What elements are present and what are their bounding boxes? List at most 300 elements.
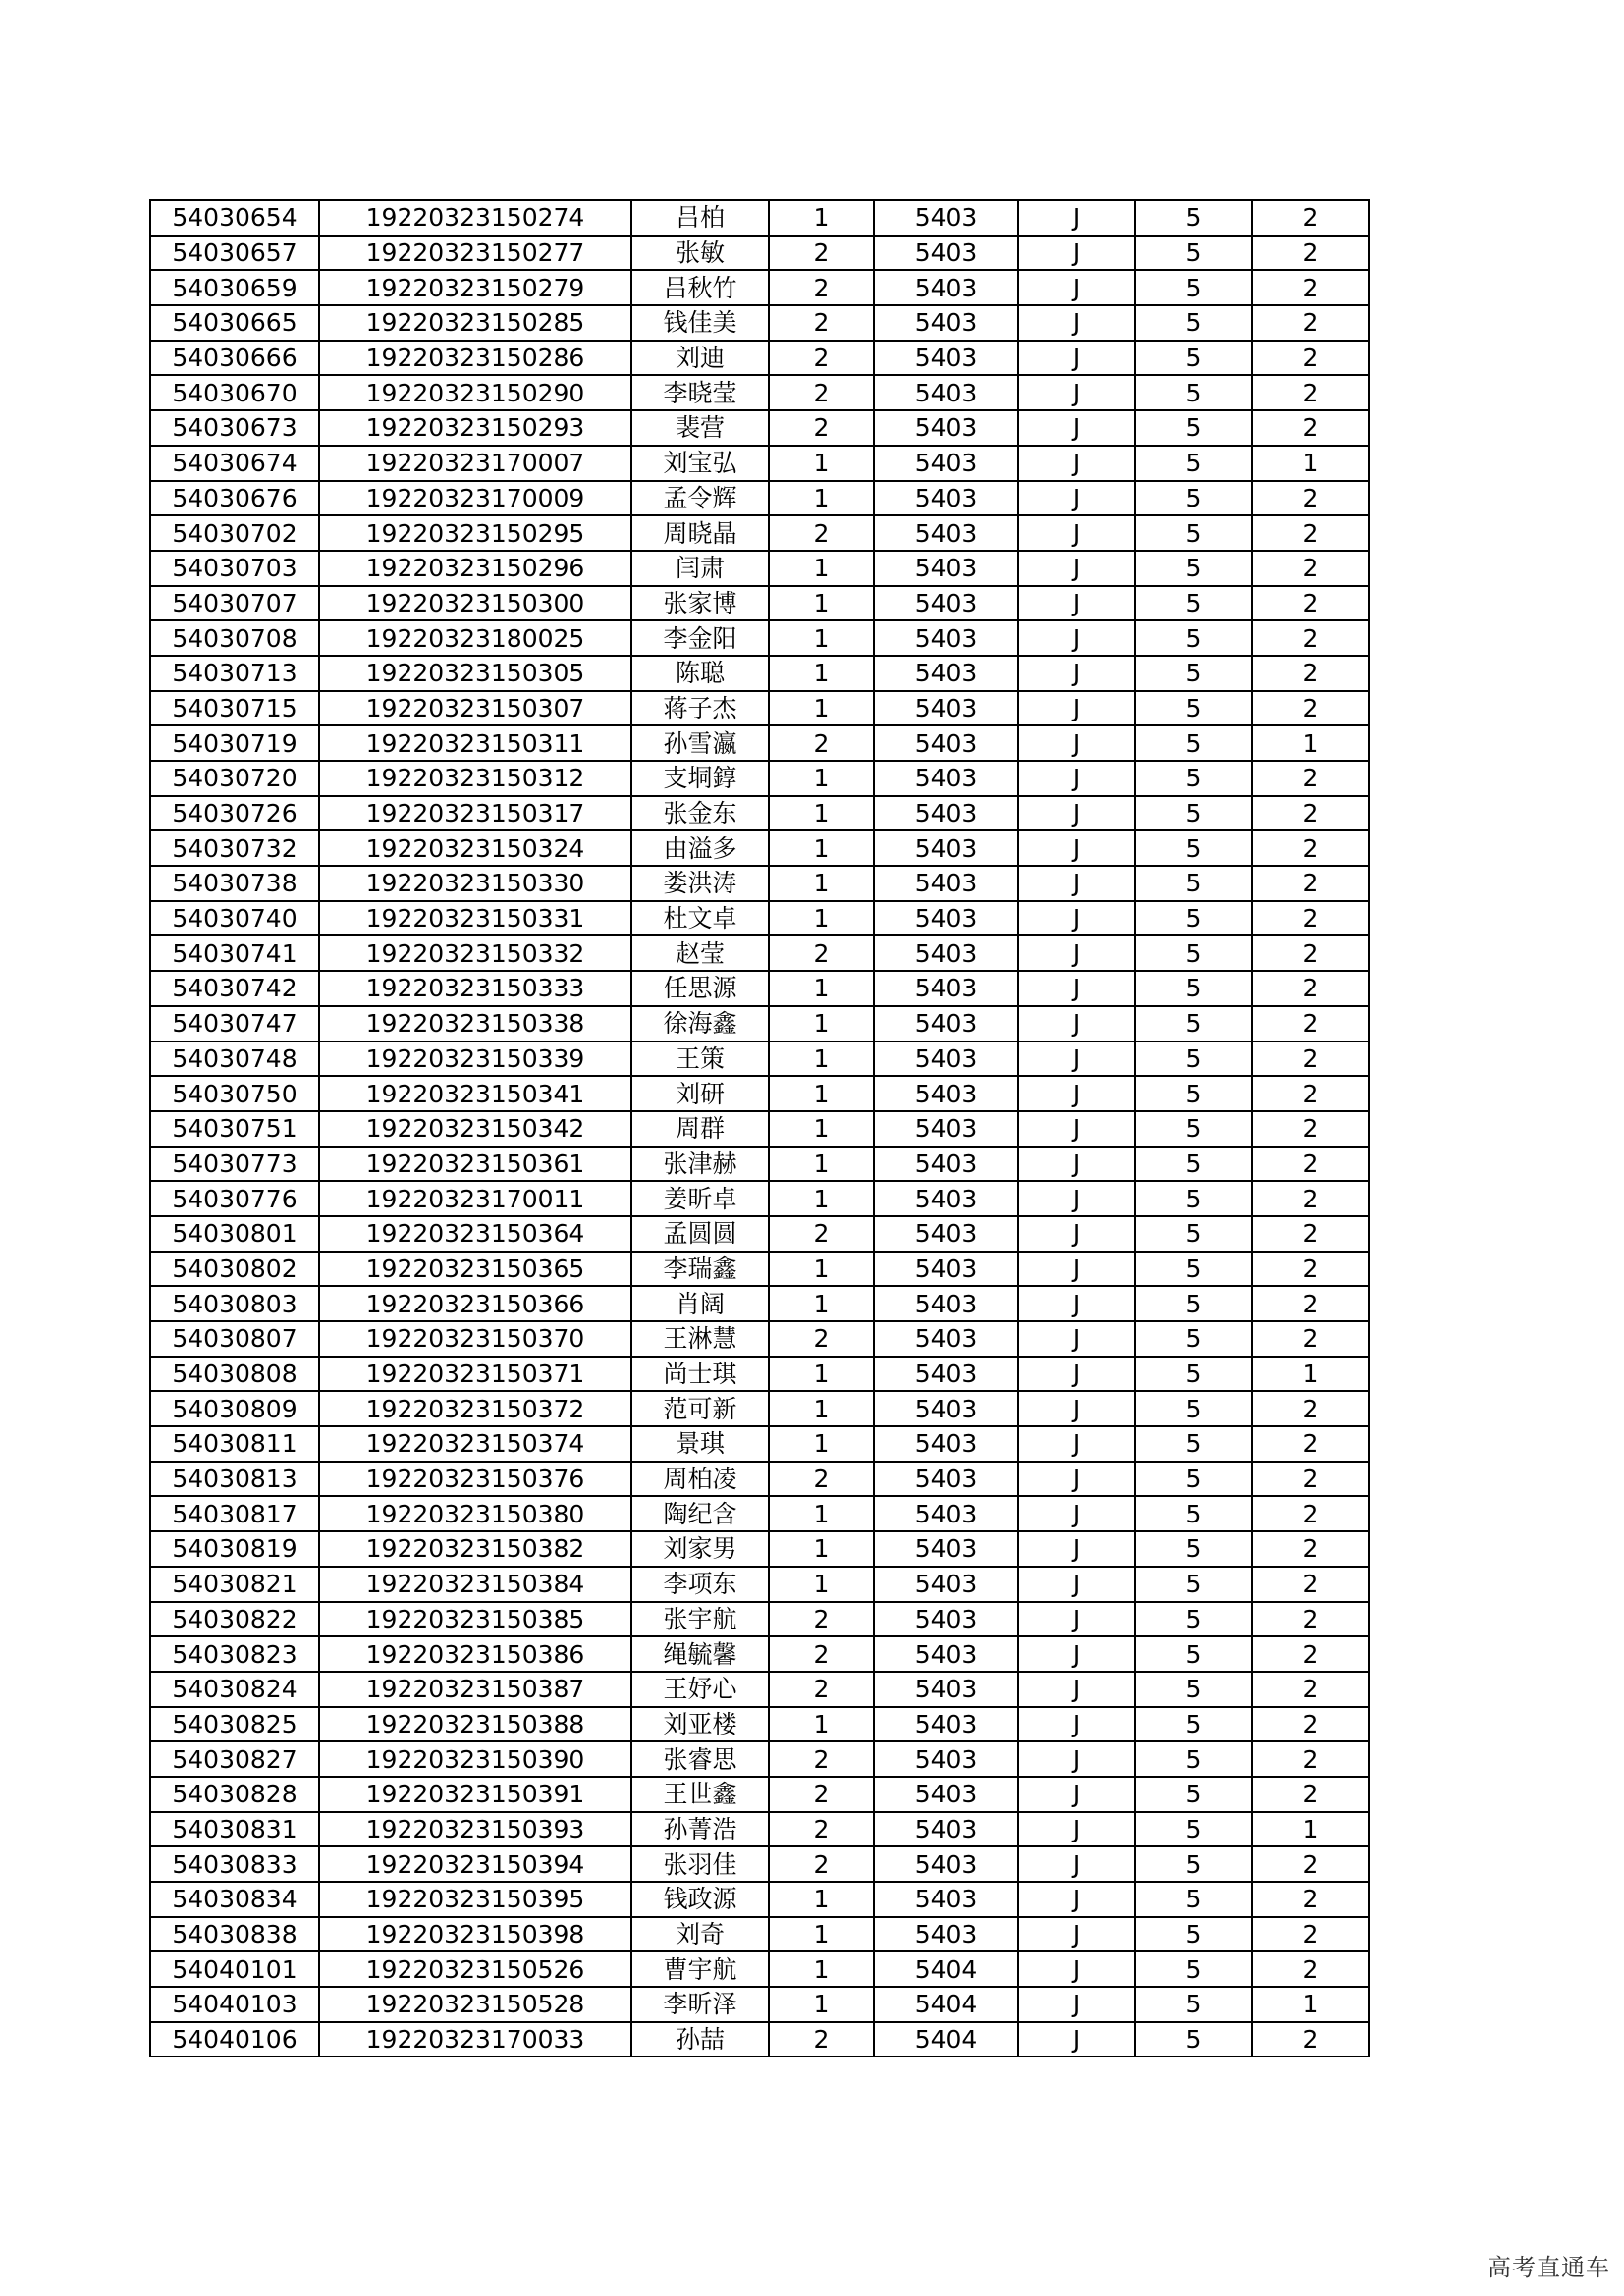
table-cell: 19220323150361: [319, 1147, 631, 1182]
table-cell: 2: [769, 515, 874, 551]
table-cell: 2: [769, 935, 874, 971]
table-cell: 19220323150395: [319, 1882, 631, 1917]
table-cell: 5403: [874, 1076, 1018, 1111]
table-cell: 5403: [874, 901, 1018, 936]
table-cell: 1: [769, 1882, 874, 1917]
table-cell: 曹宇航: [631, 1951, 769, 1987]
table-row: [150, 1636, 1369, 1672]
table-cell: 19220323170033: [319, 2022, 631, 2057]
table-cell: J: [1018, 1951, 1135, 1987]
table-cell: 54030659: [150, 270, 319, 305]
table-cell: 刘奇: [631, 1917, 769, 1952]
table-cell: 54030657: [150, 236, 319, 271]
table-cell: 1: [769, 1147, 874, 1182]
table-cell: 5: [1135, 1567, 1252, 1602]
table-cell: 19220323150342: [319, 1111, 631, 1147]
table-cell: 5403: [874, 1602, 1018, 1637]
table-row: [150, 1216, 1369, 1252]
table-cell: 54030776: [150, 1181, 319, 1216]
table-cell: 5: [1135, 1987, 1252, 2022]
table-cell: J: [1018, 830, 1135, 866]
table-cell: 19220323150330: [319, 866, 631, 901]
table-cell: 5: [1135, 551, 1252, 586]
table-cell: 5403: [874, 1426, 1018, 1462]
table-cell: 孙雪瀛: [631, 725, 769, 761]
table-cell: J: [1018, 725, 1135, 761]
table-row: [150, 410, 1369, 446]
table-row: [150, 1846, 1369, 1882]
table-cell: J: [1018, 691, 1135, 726]
table-cell: 孟令辉: [631, 481, 769, 516]
table-cell: 19220323150293: [319, 410, 631, 446]
table-cell: 2: [1252, 796, 1369, 831]
table-cell: 19220323150332: [319, 935, 631, 971]
table-cell: 张津赫: [631, 1147, 769, 1182]
table-row: [150, 796, 1369, 831]
table-cell: J: [1018, 1252, 1135, 1287]
table-cell: 54030811: [150, 1426, 319, 1462]
table-cell: 李瑞鑫: [631, 1252, 769, 1287]
table-cell: J: [1018, 1987, 1135, 2022]
table-cell: 2: [1252, 1531, 1369, 1567]
table-cell: 54030676: [150, 481, 319, 516]
table-cell: 19220323150296: [319, 551, 631, 586]
table-cell: 5403: [874, 725, 1018, 761]
table-cell: 王淋慧: [631, 1321, 769, 1357]
table-cell: 2: [1252, 1426, 1369, 1462]
table-cell: J: [1018, 1812, 1135, 1847]
table-cell: 2: [769, 305, 874, 341]
table-cell: 张敏: [631, 236, 769, 271]
table-row: [150, 971, 1369, 1006]
table-cell: 钱政源: [631, 1882, 769, 1917]
table-cell: 54030838: [150, 1917, 319, 1952]
table-cell: 2: [1252, 830, 1369, 866]
table-cell: 娄洪涛: [631, 866, 769, 901]
table-cell: 5: [1135, 1426, 1252, 1462]
table-cell: 范可新: [631, 1391, 769, 1426]
table-row: [150, 1917, 1369, 1952]
table-cell: 1: [769, 1286, 874, 1321]
table-cell: 5: [1135, 1006, 1252, 1041]
table-cell: 19220323150333: [319, 971, 631, 1006]
table-cell: 5403: [874, 551, 1018, 586]
table-body: [150, 200, 1369, 2056]
table-cell: 李昕泽: [631, 1987, 769, 2022]
table-cell: 19220323150526: [319, 1951, 631, 1987]
table-cell: 5: [1135, 866, 1252, 901]
table-cell: 54030726: [150, 796, 319, 831]
table-row: [150, 1111, 1369, 1147]
table-cell: 19220323150387: [319, 1672, 631, 1707]
table-cell: 5: [1135, 1147, 1252, 1182]
table-cell: 2: [769, 1846, 874, 1882]
table-cell: 2: [1252, 1707, 1369, 1742]
table-cell: 2: [769, 2022, 874, 2057]
table-cell: 2: [1252, 341, 1369, 376]
table-cell: 5403: [874, 1216, 1018, 1252]
table-cell: 5403: [874, 1917, 1018, 1952]
table-cell: 19220323150385: [319, 1602, 631, 1637]
table-cell: 5403: [874, 691, 1018, 726]
table-cell: 54030747: [150, 1006, 319, 1041]
table-cell: J: [1018, 1462, 1135, 1497]
table-cell: 54040101: [150, 1951, 319, 1987]
table-cell: 19220323150380: [319, 1496, 631, 1531]
table-row: [150, 1951, 1369, 1987]
table-cell: 54030713: [150, 656, 319, 691]
table-cell: 54030801: [150, 1216, 319, 1252]
table-row: [150, 1426, 1369, 1462]
table-cell: J: [1018, 1321, 1135, 1357]
table-cell: 2: [1252, 761, 1369, 796]
table-cell: 1: [769, 481, 874, 516]
table-cell: 5403: [874, 796, 1018, 831]
table-cell: 5403: [874, 1777, 1018, 1812]
table-row: [150, 1147, 1369, 1182]
table-cell: J: [1018, 375, 1135, 410]
table-row: [150, 656, 1369, 691]
table-cell: 54030824: [150, 1672, 319, 1707]
table-cell: 2: [769, 1602, 874, 1637]
table-cell: 19220323150341: [319, 1076, 631, 1111]
table-cell: 吕秋竹: [631, 270, 769, 305]
table-cell: J: [1018, 971, 1135, 1006]
table-cell: 54040103: [150, 1987, 319, 2022]
table-row: [150, 446, 1369, 481]
table-cell: 1: [769, 1987, 874, 2022]
table-cell: 19220323150295: [319, 515, 631, 551]
table-row: [150, 1567, 1369, 1602]
data-table: [149, 199, 1370, 2057]
table-cell: 19220323150317: [319, 796, 631, 831]
table-cell: 5: [1135, 1462, 1252, 1497]
table-cell: 2: [769, 270, 874, 305]
table-cell: 5: [1135, 446, 1252, 481]
table-cell: 2: [1252, 691, 1369, 726]
table-cell: J: [1018, 1147, 1135, 1182]
table-cell: J: [1018, 305, 1135, 341]
table-cell: J: [1018, 410, 1135, 446]
table-cell: 孙喆: [631, 2022, 769, 2057]
table-cell: 5: [1135, 270, 1252, 305]
table-row: [150, 1286, 1369, 1321]
table-cell: 5: [1135, 1741, 1252, 1777]
table-cell: 19220323150394: [319, 1846, 631, 1882]
table-cell: 54030715: [150, 691, 319, 726]
table-cell: 19220323150311: [319, 725, 631, 761]
table-cell: 2: [769, 1741, 874, 1777]
table-cell: 5403: [874, 971, 1018, 1006]
table-cell: J: [1018, 1777, 1135, 1812]
table-cell: J: [1018, 1426, 1135, 1462]
table-cell: 5: [1135, 1882, 1252, 1917]
table-cell: 2: [769, 1672, 874, 1707]
table-cell: 5: [1135, 1041, 1252, 1077]
table-cell: 2: [1252, 1636, 1369, 1672]
table-row: [150, 1357, 1369, 1392]
table-cell: 周柏凌: [631, 1462, 769, 1497]
table-cell: 5403: [874, 1812, 1018, 1847]
table-row: [150, 1076, 1369, 1111]
table-cell: 54030741: [150, 935, 319, 971]
table-cell: 19220323150372: [319, 1391, 631, 1426]
table-cell: 由溢多: [631, 830, 769, 866]
table-cell: 19220323150285: [319, 305, 631, 341]
table-cell: 2: [1252, 1777, 1369, 1812]
table-cell: 2: [1252, 1917, 1369, 1952]
table-cell: 54030673: [150, 410, 319, 446]
table-cell: 54030823: [150, 1636, 319, 1672]
table-cell: 2: [1252, 270, 1369, 305]
table-cell: 1: [769, 1076, 874, 1111]
table-cell: 1: [769, 1006, 874, 1041]
table-row: [150, 2022, 1369, 2057]
table-cell: 5: [1135, 2022, 1252, 2057]
table-cell: 2: [1252, 1741, 1369, 1777]
table-cell: 54030809: [150, 1391, 319, 1426]
table-cell: 1: [769, 656, 874, 691]
table-cell: J: [1018, 1391, 1135, 1426]
table-cell: 5: [1135, 1777, 1252, 1812]
table-cell: 5403: [874, 866, 1018, 901]
table-cell: 景琪: [631, 1426, 769, 1462]
table-cell: 54030748: [150, 1041, 319, 1077]
table-cell: 5403: [874, 1181, 1018, 1216]
table-cell: J: [1018, 1672, 1135, 1707]
table-cell: 李金阳: [631, 620, 769, 656]
table-cell: 5403: [874, 236, 1018, 271]
table-row: [150, 761, 1369, 796]
table-row: [150, 1496, 1369, 1531]
table-cell: 张睿思: [631, 1741, 769, 1777]
table-cell: 闫肃: [631, 551, 769, 586]
table-cell: 5403: [874, 1006, 1018, 1041]
table-cell: 19220323150374: [319, 1426, 631, 1462]
table-cell: 54030670: [150, 375, 319, 410]
table-cell: 19220323150386: [319, 1636, 631, 1672]
table-cell: J: [1018, 1531, 1135, 1567]
table-cell: 2: [1252, 1462, 1369, 1497]
table-cell: 5: [1135, 725, 1252, 761]
table-cell: 54030702: [150, 515, 319, 551]
table-cell: 1: [769, 1531, 874, 1567]
table-cell: 5403: [874, 1672, 1018, 1707]
table-cell: J: [1018, 1496, 1135, 1531]
table-cell: 1: [1252, 446, 1369, 481]
table-cell: 2: [1252, 1076, 1369, 1111]
table-cell: J: [1018, 1216, 1135, 1252]
table-cell: 2: [1252, 1252, 1369, 1287]
table-cell: 19220323150307: [319, 691, 631, 726]
table-cell: 2: [1252, 410, 1369, 446]
table-cell: 张宇航: [631, 1602, 769, 1637]
table-cell: 5403: [874, 446, 1018, 481]
table-cell: 54030834: [150, 1882, 319, 1917]
table-cell: 5: [1135, 1181, 1252, 1216]
table-cell: 绳毓馨: [631, 1636, 769, 1672]
table-cell: 5: [1135, 410, 1252, 446]
table-cell: 2: [1252, 236, 1369, 271]
table-cell: J: [1018, 1357, 1135, 1392]
table-row: [150, 1987, 1369, 2022]
table-cell: 5: [1135, 1496, 1252, 1531]
table-cell: 杜文卓: [631, 901, 769, 936]
table-cell: 19220323170009: [319, 481, 631, 516]
table-cell: 1: [1252, 1987, 1369, 2022]
table-row: [150, 866, 1369, 901]
table-cell: J: [1018, 1846, 1135, 1882]
table-cell: 1: [769, 761, 874, 796]
table-cell: 2: [1252, 971, 1369, 1006]
table-cell: 2: [769, 1462, 874, 1497]
table-cell: 5403: [874, 1462, 1018, 1497]
table-cell: 5: [1135, 1111, 1252, 1147]
table-cell: 1: [769, 551, 874, 586]
table-cell: 54030738: [150, 866, 319, 901]
table-cell: 周群: [631, 1111, 769, 1147]
table-row: [150, 270, 1369, 305]
table-cell: 王妤心: [631, 1672, 769, 1707]
table-cell: 5404: [874, 1951, 1018, 1987]
table-cell: 2: [1252, 1391, 1369, 1426]
table-cell: 5403: [874, 1321, 1018, 1357]
table-cell: 2: [1252, 305, 1369, 341]
table-cell: 张金东: [631, 796, 769, 831]
table-cell: 5: [1135, 1602, 1252, 1637]
table-cell: 5403: [874, 1147, 1018, 1182]
table-cell: 2: [1252, 1882, 1369, 1917]
table-cell: 5: [1135, 656, 1252, 691]
table-cell: 19220323150528: [319, 1987, 631, 2022]
table-row: [150, 691, 1369, 726]
table-cell: 尚士琪: [631, 1357, 769, 1392]
table-cell: 19220323150290: [319, 375, 631, 410]
table-cell: 5403: [874, 375, 1018, 410]
table-cell: 张家博: [631, 586, 769, 621]
table-cell: 19220323150277: [319, 236, 631, 271]
table-cell: J: [1018, 586, 1135, 621]
table-cell: 54030740: [150, 901, 319, 936]
table-cell: J: [1018, 1741, 1135, 1777]
table-cell: 5403: [874, 1882, 1018, 1917]
table-cell: J: [1018, 1111, 1135, 1147]
table-cell: 5: [1135, 1846, 1252, 1882]
table-cell: 2: [1252, 1147, 1369, 1182]
table-cell: J: [1018, 1286, 1135, 1321]
table-cell: J: [1018, 620, 1135, 656]
table-row: [150, 1252, 1369, 1287]
table-cell: 5: [1135, 1391, 1252, 1426]
table-cell: 5: [1135, 1216, 1252, 1252]
table-cell: J: [1018, 1076, 1135, 1111]
table-cell: 5: [1135, 200, 1252, 236]
table-cell: 5403: [874, 305, 1018, 341]
table-cell: 19220323150398: [319, 1917, 631, 1952]
table-cell: 王世鑫: [631, 1777, 769, 1812]
table-row: [150, 305, 1369, 341]
table-row: [150, 1672, 1369, 1707]
table-cell: 5: [1135, 1917, 1252, 1952]
table-cell: 刘研: [631, 1076, 769, 1111]
table-cell: 54030750: [150, 1076, 319, 1111]
table-cell: 1: [769, 1111, 874, 1147]
table-cell: 2: [769, 1777, 874, 1812]
table-cell: 2: [1252, 1181, 1369, 1216]
table-cell: 2: [1252, 901, 1369, 936]
table-cell: 19220323150338: [319, 1006, 631, 1041]
table-cell: 5: [1135, 1812, 1252, 1847]
table-cell: 5403: [874, 761, 1018, 796]
table-cell: 19220323150366: [319, 1286, 631, 1321]
table-cell: 周晓晶: [631, 515, 769, 551]
table-cell: 2: [1252, 375, 1369, 410]
table-cell: 19220323150370: [319, 1321, 631, 1357]
table-cell: 54030833: [150, 1846, 319, 1882]
table-cell: 19220323150371: [319, 1357, 631, 1392]
table-cell: 姜昕卓: [631, 1181, 769, 1216]
table-cell: 5: [1135, 341, 1252, 376]
table-row: [150, 1041, 1369, 1077]
table-cell: 刘亚楼: [631, 1707, 769, 1742]
table-cell: 1: [769, 866, 874, 901]
table-cell: 1: [769, 1357, 874, 1392]
table-cell: 5403: [874, 1707, 1018, 1742]
table-cell: 1: [1252, 1357, 1369, 1392]
table-cell: 19220323150312: [319, 761, 631, 796]
table-cell: J: [1018, 796, 1135, 831]
table-row: [150, 515, 1369, 551]
table-cell: 19220323150365: [319, 1252, 631, 1287]
table-cell: 54030817: [150, 1496, 319, 1531]
table-cell: 2: [1252, 1602, 1369, 1637]
table-cell: 2: [1252, 1321, 1369, 1357]
table-cell: 1: [769, 586, 874, 621]
table-cell: 5: [1135, 586, 1252, 621]
table-cell: 2: [1252, 1846, 1369, 1882]
table-row: [150, 1812, 1369, 1847]
table-cell: 1: [769, 830, 874, 866]
table-cell: 2: [769, 375, 874, 410]
table-cell: 54030654: [150, 200, 319, 236]
table-cell: 54030825: [150, 1707, 319, 1742]
table-cell: 刘家男: [631, 1531, 769, 1567]
table-cell: J: [1018, 1181, 1135, 1216]
table-cell: 54030665: [150, 305, 319, 341]
table-cell: 5: [1135, 971, 1252, 1006]
table-cell: 2: [1252, 935, 1369, 971]
table-cell: 19220323170011: [319, 1181, 631, 1216]
table-cell: 5403: [874, 1636, 1018, 1672]
table-row: [150, 1602, 1369, 1637]
table-cell: 54030803: [150, 1286, 319, 1321]
table-cell: 19220323170007: [319, 446, 631, 481]
table-cell: 5: [1135, 1707, 1252, 1742]
table-cell: 5: [1135, 375, 1252, 410]
table-cell: 19220323150388: [319, 1707, 631, 1742]
table-cell: 54030742: [150, 971, 319, 1006]
table-cell: 5: [1135, 935, 1252, 971]
table-cell: 5: [1135, 305, 1252, 341]
table-cell: 1: [769, 1252, 874, 1287]
table-cell: 2: [1252, 2022, 1369, 2057]
table-cell: 5404: [874, 2022, 1018, 2057]
table-cell: 5404: [874, 1987, 1018, 2022]
table-cell: J: [1018, 341, 1135, 376]
table-cell: 54030802: [150, 1252, 319, 1287]
table-cell: J: [1018, 1006, 1135, 1041]
table-cell: 徐海鑫: [631, 1006, 769, 1041]
